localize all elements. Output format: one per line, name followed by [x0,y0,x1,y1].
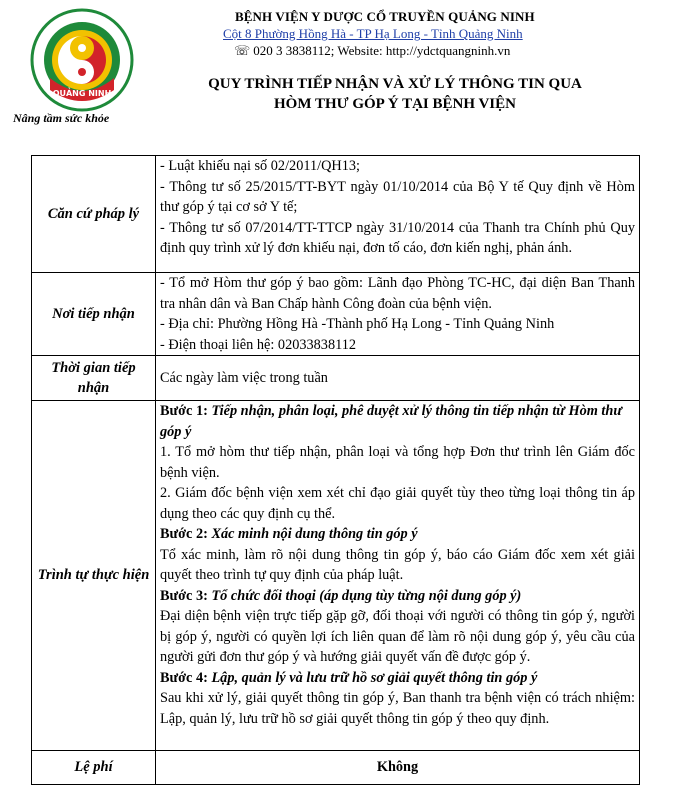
receiving-place-label: Nơi tiếp nhận [32,273,156,356]
step-title: Tiếp nhận, phân loại, phê duyệt xử lý thông tin tiếp nhận từ Hòm thư góp ý [160,403,622,440]
legal-basis-label: Căn cứ pháp lý [32,156,156,273]
step-title: Tổ chức đối thoại (áp dụng tùy từng nội dung góp ý) [211,587,522,604]
title-line-2: HÒM THƯ GÓP Ý TẠI BỆNH VIỆN [274,96,516,112]
row-legal-basis [32,156,640,273]
hospital-logo [30,8,134,112]
step-heading [160,586,635,607]
step-prefix: Bước 4: [160,669,212,686]
place-line: - Tổ mở Hòm thư góp ý bao gồm: Lãnh đạo Phòng TC-HC, đại diện Ban Thanh tra nhân dân và Ban Chấp hành Công đoàn của bệnh viện. [160,275,635,312]
step-line: 2. Giám đốc bệnh viện xem xét chỉ đạo giải quyết tùy theo từng loại thông tin áp dụng theo các quy định cụ thể. [160,485,635,522]
place-line: - Địa chỉ: Phường Hồng Hà -Thành phố Hạ Long - Tỉnh Quảng Ninh [160,316,555,332]
step-heading [160,401,635,442]
phone-icon: ☏ [234,43,251,58]
step-heading [160,668,635,689]
step-line: Đại diện bệnh viện trực tiếp gặp gỡ, đối thoại với người có thông tin góp ý, người bị góp ý, người có quyền lợi ích liên quan để làm rõ nội dung góp ý, yêu cầu của người gửi đơn thư góp ý và hướng giải quyết vấn đề được góp ý. [160,608,635,665]
title-line-1: QUY TRÌNH TIẾP NHẬN VÀ XỬ LÝ THÔNG TIN QUA [208,76,582,92]
hospital-contact [234,43,510,59]
row-receiving-place [32,273,640,356]
row-fee [32,751,640,785]
step-title: Lập, quản lý và lưu trữ hồ sơ giải quyết thông tin góp ý [211,669,538,686]
receiving-time-label: Thời gian tiếp nhận [32,356,156,401]
place-line: - Điện thoại liên hệ: 02033838112 [160,336,357,353]
contact-text: 020 3 3838112; Website: http://ydctquangninh.vn [253,43,511,58]
procedure-content [156,401,640,751]
row-receiving-time [32,356,640,401]
procedure-table [31,155,640,785]
legal-basis-content [156,156,640,273]
hospital-address: Cột 8 Phường Hồng Hà - TP Hạ Long - Tỉnh Quảng Ninh [223,26,523,41]
step-title: Xác minh nội dung thông tin góp ý [211,526,418,542]
procedure-label: Trình tự thực hiện [32,401,156,751]
step-prefix: Bước 2: [160,526,212,542]
legal-line: - Luật khiếu nại số 02/2011/QH13; [160,158,360,174]
hospital-name: BỆNH VIỆN Y DƯỢC CỔ TRUYỀN QUẢNG NINH [235,9,535,24]
step-line: Tổ xác minh, làm rõ nội dung thông tin góp ý, báo cáo Giám đốc xem xét giải quyết theo trình tự quy định của pháp luật. [160,546,635,583]
slogan: Nâng tầm sức khỏe [13,111,110,125]
step-line: 1. Tổ mở hòm thư tiếp nhận, phân loại và tổng hợp Đơn thư trình lên Giám đốc bệnh viện. [160,444,635,481]
step-heading [160,524,635,545]
legal-line: - Thông tư số 25/2015/TT-BYT ngày 01/10/2014 của Bộ Y tế Quy định về Hòm thư góp ý tại cơ sở Y tế; [160,178,635,215]
document-title [150,74,640,114]
row-procedure [32,401,640,751]
legal-line: - Thông tư số 07/2014/TT-TTCP ngày 31/10/2014 của Thanh tra Chính phủ Quy định quy trình xử lý đơn khiếu nại, đơn tố cáo, đơn kiến nghị, phản ánh. [160,219,635,256]
logo-text: QUẢNG NINH [52,89,112,98]
step-prefix: Bước 1: [160,403,212,419]
fee-value: Không [156,751,640,785]
step-line: Sau khi xử lý, giải quyết thông tin góp ý, Ban thanh tra bệnh viện có trách nhiệm: Lập, quản lý, lưu trữ hồ sơ giải quyết thông tin góp ý theo quy định. [160,690,635,727]
step-prefix: Bước 3: [160,587,212,604]
receiving-time-value: Các ngày làm việc trong tuần [156,356,640,401]
receiving-place-content [156,273,640,356]
fee-label: Lệ phí [32,751,156,785]
